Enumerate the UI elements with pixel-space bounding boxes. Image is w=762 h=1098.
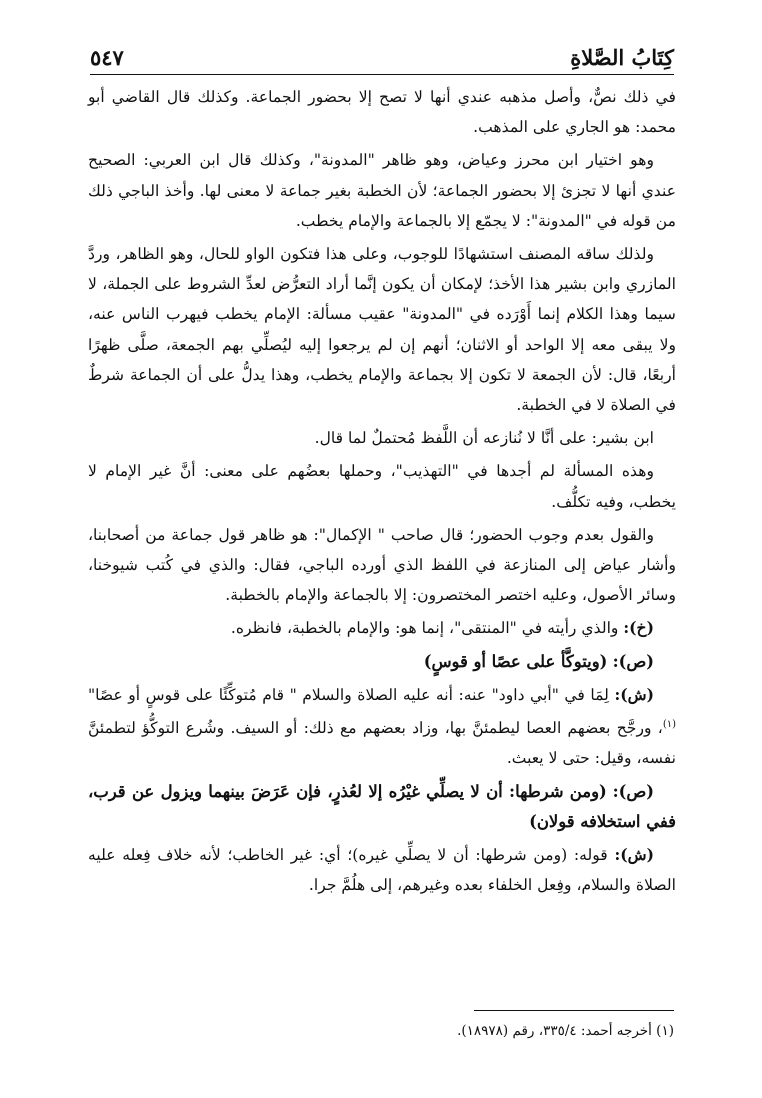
footnote-ref[interactable]: (١) [662,719,676,731]
paragraph: وهو اختيار ابن محرز وعياض، وهو ظاهر "المدونة"، وكذلك قال ابن العربي: الصحيح عندي أنها لا تجزئ إلا بحضور الجماعة؛ لأن الخطبة بغير جماعة لا معنى لها. وأخذ الباجي ذلك من قوله في "المدونة": لا يجمّع إلا بالجماعة والإمام يخطب. [88,151,676,230]
paragraph-label: (ش): [614,845,654,865]
main-text [88,82,676,900]
paragraph: ولذلك ساقه المصنف استشهادًا للوجوب، وعلى هذا فتكون الواو للحال، وهو الظاهر، وردَّ المازري وابن بشير هذا الأخذ؛ لإمكان أن يكون إنَّما أراد التعرُّض لعدِّ الشروط على الجملة، لا سيما وهذا الكلام إنما أَوْرَده في "المدونة" عقيب مسألة: الإمام يخطب فيهرب الناس عنه، ولا يبقى معه إلا الواحد أو الاثنان؛ أنهم إن لم يرجعوا إليه ليُصلِّي بهم الجمعة، صلَّى ظهرًا أربعًا، قال: لأن الجمعة لا تكون إلا بجماعة والإمام يخطب، وهذا يدلُّ على أن الجماعة شرطٌ في الصلاة لا في الخطبة. [88,245,676,415]
paragraph-label: (ص): [612,781,655,801]
paragraph-text: لِمَا في "أبي داود" عنه: أنه عليه الصلاة والسلام " قام مُتوكِّئًا على قوسٍ أو عصًا" [88,685,609,704]
paragraph-label: (ش): [614,684,654,704]
chapter-title: كِتَابُ الصَّلاةِ [570,45,674,70]
paragraph [88,613,676,643]
paragraph-text: قوله: (ومن شرطها: أن لا يصلِّي غيره)؛ أي: غير الخاطب؛ لأنه خلاف فِعله عليه الصلاة والسلام، وفِعل الخلفاء بعده وغيرهم، إلى هلُمَّ جرا. [88,846,676,895]
paragraph-text: والذي رأيته في "المنتقى"، إنما هو: والإمام بالخطبة، فانظره. [230,619,619,638]
paragraph-text: (ومن شرطها: أن لا يصلِّي غيْرُه إلا لعُذرٍ، فإن عَرَضَ بينهما ويزول عن قرب، ففي استخلافه قولان) [88,781,676,831]
footnote: (١) أخرجه أحمد: ٣٣٥/٤، رقم (١٨٩٧٨). [457,1023,674,1039]
paragraph [88,777,676,837]
paragraph-label: (ص): [612,651,654,671]
paragraph [88,840,676,900]
paragraph: ابن بشير: على أنَّا لا نُنازعه أن اللَّفظ مُحتملٌ لما قال. [314,429,654,448]
paragraph-label: (خ): [623,618,654,638]
paragraph: في ذلك نصٌّ، وأصل مذهبه عندي أنها لا تصح إلا بحضور الجماعة. وكذلك قال القاضي أبو محمد: هو الجاري على المذهب. [88,88,676,137]
paragraph: وهذه المسألة لم أجدها في "التهذيب"، وحملها بعضُهم على معنى: أنَّ غير الإمام لا يخطب، وفيه تكلُّف. [88,462,676,511]
paragraph-text-rest: ، ورجَّح بعضهم العصا ليطمئنَّ بها، وزاد بعضهم مع ذلك: أو السيف. وشُرع التوكُّؤ لتطمئنَّ نفسه، وقيل: حتى لا يعبث. [88,719,676,768]
paragraph: والقول بعدم وجوب الحضور؛ قال صاحب " الإكمال": هو ظاهر قول جماعة من أصحابنا، وأشار عياض إلى المنازعة في اللفظ الذي أورده الباجي، فقال: والذي في كُتب شيوخنا، وسائر الأصول، وعليه اختصر المختصرون: إلا بالجماعة والإمام بالخطبة. [88,525,676,605]
page-header [90,30,674,75]
paragraph [88,680,676,774]
paragraph [88,647,676,677]
footnote-divider [474,1010,674,1011]
page-number: ٥٤٧ [90,45,124,70]
paragraph-text: (ويتوكَّأ على عصًا أو قوسٍ) [423,651,608,671]
